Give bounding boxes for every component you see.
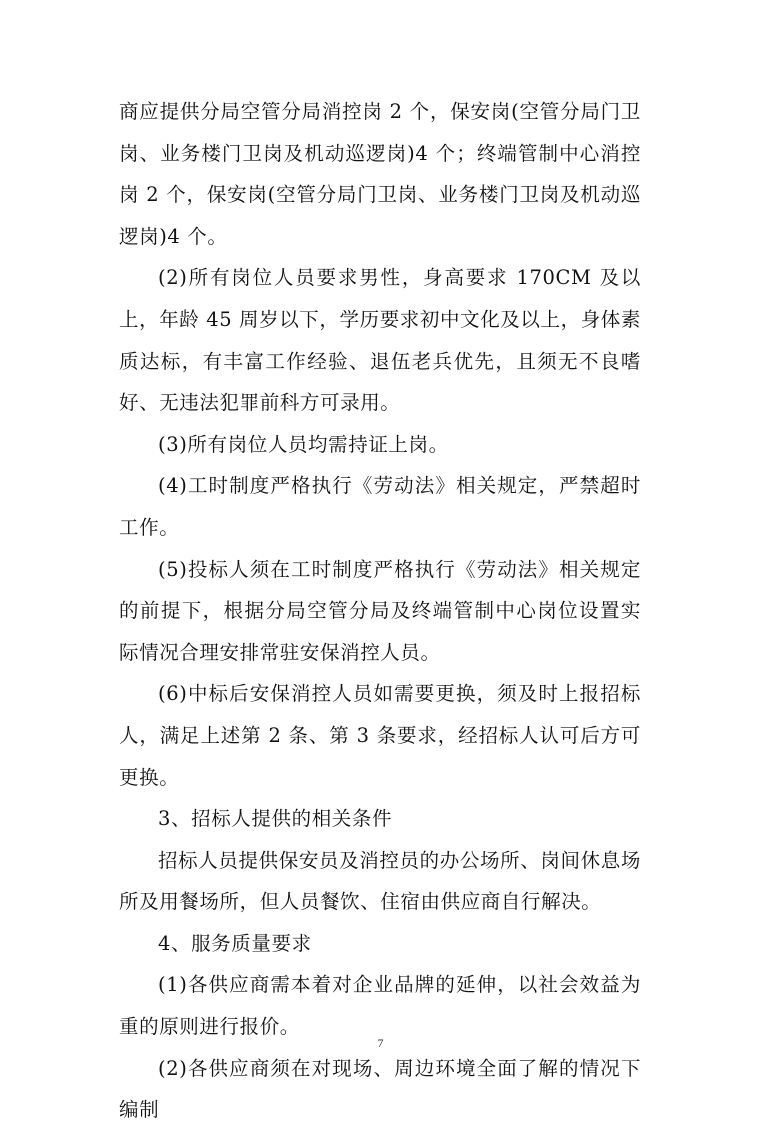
paragraph-staff-replacement: (6)中标后安保消控人员如需要更换，须及时上报招标人，满足上述第 2 条、第 3 条要求，经招标人认可后方可更换。 <box>119 682 641 789</box>
section-heading-provided-conditions: 3、招标人提供的相关条件 <box>158 807 393 831</box>
page-number: 7 <box>377 1036 384 1050</box>
document-body <box>119 91 641 1131</box>
paragraph-quotation-principle: (1)各供应商需本着对企业品牌的延伸，以社会效益为重的原则进行报价。 <box>119 973 641 1039</box>
paragraph-staff-arrangement: (5)投标人须在工时制度严格执行《劳动法》相关规定的前提下，根据分局空管分局及终端管制中心岗位设置实际情况合理安排常驻安保消控人员。 <box>119 557 641 664</box>
paragraph-personnel-requirements: (2)所有岗位人员要求男性，身高要求 170CM 及以上，年龄 45 周岁以下，学历要求初中文化及以上，身体素质达标，有丰富工作经验、退伍老兵优先，且须无不良嗜好、无违法犯罪前科方可录用。 <box>119 266 642 415</box>
section-heading-service-quality: 4、服务质量要求 <box>158 931 312 955</box>
paragraph-staffing-posts: 商应提供分局空管分局消控岗 2 个，保安岗(空管分局门卫岗、业务楼门卫岗及机动巡逻岗)4 个；终端管制中心消控岗 2 个，保安岗(空管分局门卫岗、业务楼门卫岗及机动巡逻岗)4 个。 <box>119 100 641 248</box>
paragraph-provided-facilities: 招标人员提供保安员及消控员的办公场所、岗间休息场所及用餐场所，但人员餐饮、住宿由供应商自行解决。 <box>119 848 641 914</box>
paragraph-working-hours: (4)工时制度严格执行《劳动法》相关规定，严禁超时工作。 <box>119 474 641 539</box>
paragraph-site-survey: (2)各供应商须在对现场、周边环境全面了解的情况下编制 <box>119 1056 641 1122</box>
paragraph-certification: (3)所有岗位人员均需持证上岗。 <box>158 432 449 456</box>
